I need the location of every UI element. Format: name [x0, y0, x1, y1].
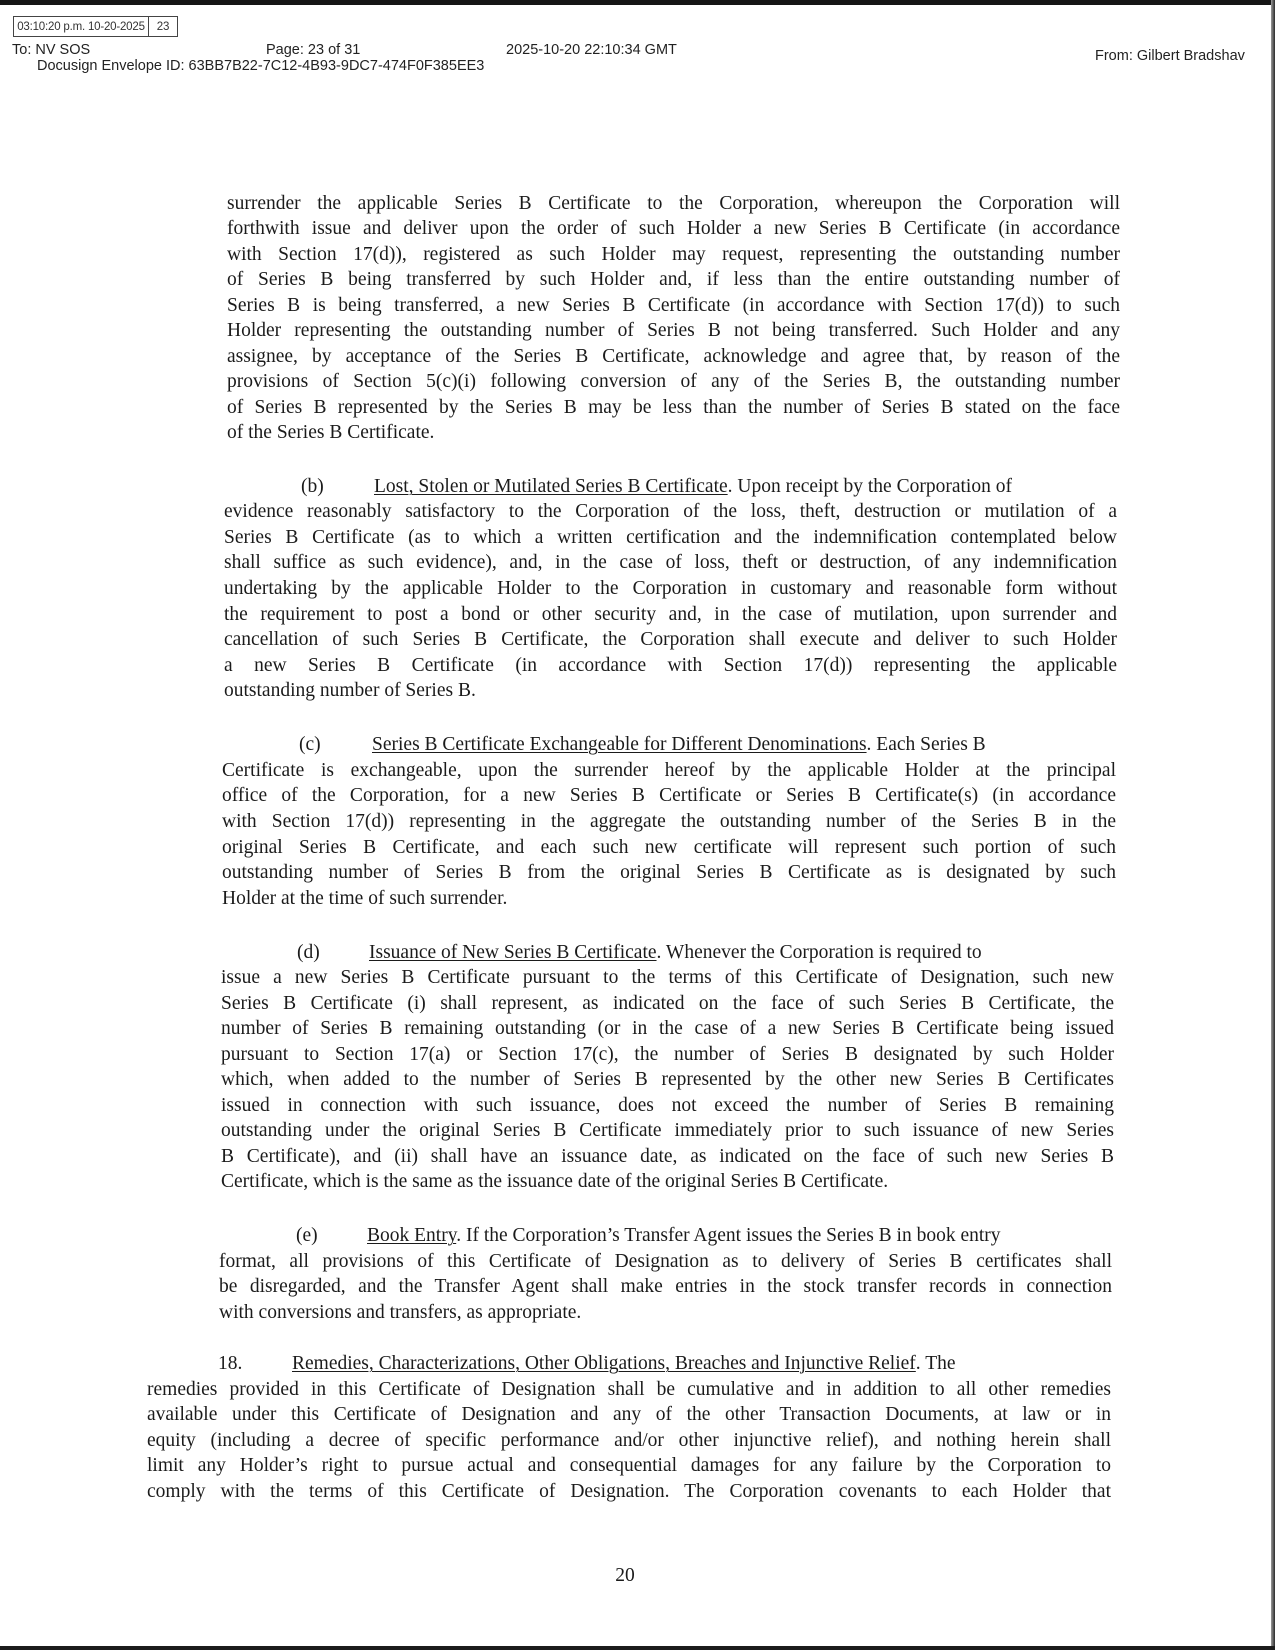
- first-line: [367, 1224, 1001, 1248]
- text-line: Certificate is exchangeable, upon the surrender hereof by the applicable Holder at the principal: [222, 760, 1116, 781]
- text-line: undertaking by the applicable Holder to the Corporation in customary and reasonable form without: [224, 578, 1117, 599]
- page-number: 20: [615, 1565, 635, 1586]
- first-line: [372, 733, 986, 757]
- text-line: surrender the applicable Series B Certificate to the Corporation, whereupon the Corporation will: [227, 193, 1120, 214]
- text-line: pursuant to Section 17(a) or Section 17(c), the number of Series B designated by such Holder: [221, 1044, 1114, 1065]
- text-line: the requirement to post a bond or other security and, in the case of mutilation, upon surrender and: [224, 604, 1117, 625]
- text-line: cancellation of such Series B Certificate, the Corporation shall execute and deliver to such Holder: [224, 629, 1117, 650]
- fax-datetime: 2025-10-20 22:10:34 GMT: [506, 42, 677, 58]
- subsection-heading: Issuance of New Series B Certificate: [369, 942, 657, 963]
- text-line: issued in connection with such issuance, does not exceed the number of Series B remaining: [221, 1095, 1114, 1116]
- scan-border-bottom: [0, 1646, 1275, 1650]
- subsection-label: (d): [297, 942, 320, 963]
- fax-page-info: Page: 23 of 31: [266, 42, 361, 58]
- first-line: [369, 941, 982, 965]
- text-line: comply with the terms of this Certificate of Designation. The Corporation covenants to each Holder that: [147, 1481, 1111, 1502]
- text-line: provisions of Section 5(c)(i) following conversion of any of the Series B, the outstanding number: [227, 371, 1120, 392]
- text-run: . Upon receipt by the Corporation of: [727, 476, 1012, 497]
- section-number: 18.: [218, 1353, 243, 1374]
- subsection-heading: Lost, Stolen or Mutilated Series B Certificate: [374, 476, 728, 497]
- text-line: with conversions and transfers, as appropriate.: [219, 1302, 582, 1323]
- text-line: forthwith issue and deliver upon the order of such Holder a new Series B Certificate (in accordance: [227, 218, 1120, 239]
- text-line: of Series B represented by the Series B may be less than the number of Series B stated on the face: [227, 397, 1120, 418]
- text-line: outstanding under the original Series B Certificate immediately prior to such issuance of new Series: [221, 1120, 1114, 1141]
- text-line: Series B Certificate (as to which a written certification and the indemnification contemplated below: [224, 527, 1117, 548]
- subsection-label: (b): [301, 476, 324, 497]
- text-line: Series B Certificate (i) shall represent, as indicated on the face of such Series B Certificate, the: [221, 993, 1114, 1014]
- text-line: office of the Corporation, for a new Series B Certificate or Series B Certificate(s) (in accordance: [222, 785, 1116, 806]
- text-line: with Section 17(d)), registered as such Holder may request, representing the outstanding number: [227, 244, 1120, 265]
- subsection-heading: Book Entry: [367, 1225, 457, 1246]
- first-line: [374, 475, 1012, 499]
- docusign-envelope-id: Docusign Envelope ID: 63BB7B22-7C12-4B93-9DC7-474F0F385EE3: [37, 58, 485, 74]
- text-line: Certificate, which is the same as the issuance date of the original Series B Certificate.: [221, 1171, 889, 1192]
- text-line: original Series B Certificate, and each such new certificate will represent such portion of such: [222, 837, 1116, 858]
- fax-from: From: Gilbert Bradshav: [1095, 48, 1245, 64]
- scan-border-top: [0, 0, 1275, 5]
- text-line: evidence reasonably satisfactory to the Corporation of the loss, theft, destruction or mutilation of a: [224, 501, 1117, 522]
- text-line: limit any Holder’s right to pursue actual and consequential damages for any failure by the Corporation to: [147, 1455, 1111, 1476]
- text-line: available under this Certificate of Designation and any of the other Transaction Documents, at law or in: [147, 1404, 1111, 1425]
- fax-stamp-timestamp: 03:10:20 p.m. 10-20-2025: [14, 17, 149, 36]
- text-run: . The: [915, 1353, 956, 1374]
- text-line: outstanding number of Series B from the original Series B Certificate as is designated by such: [222, 862, 1116, 883]
- text-line: which, when added to the number of Series B represented by the other new Series B Certificates: [221, 1069, 1114, 1090]
- text-line: issue a new Series B Certificate pursuant to the terms of this Certificate of Designation, such new: [221, 967, 1114, 988]
- text-line: format, all provisions of this Certificate of Designation as to delivery of Series B certificates shall: [219, 1251, 1112, 1272]
- text-line: of the Series B Certificate.: [227, 422, 435, 443]
- scan-border-right: [1271, 0, 1275, 1650]
- section-heading: Remedies, Characterizations, Other Obligations, Breaches and Injunctive Relief: [292, 1353, 916, 1374]
- text-line: with Section 17(d)) representing in the aggregate the outstanding number of the Series B in the: [222, 811, 1116, 832]
- text-line: outstanding number of Series B.: [224, 680, 476, 701]
- subsection-heading: Series B Certificate Exchangeable for Different Denominations: [372, 734, 867, 755]
- text-line: number of Series B remaining outstanding (or in the case of a new Series B Certificate being issued: [221, 1018, 1114, 1039]
- text-line: B Certificate), and (ii) shall have an issuance date, as indicated on the face of such new Series B: [221, 1146, 1114, 1167]
- subsection-label: (e): [296, 1225, 318, 1246]
- subsection-label: (c): [299, 734, 321, 755]
- text-run: . Each Series B: [866, 734, 986, 755]
- text-line: Series B is being transferred, a new Series B Certificate (in accordance with Section 17(d)) to such: [227, 295, 1120, 316]
- text-line: be disregarded, and the Transfer Agent shall make entries in the stock transfer records in connection: [219, 1276, 1112, 1297]
- fax-stamp-page: 23: [156, 20, 170, 33]
- text-line: Holder at the time of such surrender.: [222, 888, 508, 909]
- text-line: remedies provided in this Certificate of Designation shall be cumulative and in addition to all other remedies: [147, 1379, 1111, 1400]
- text-line: equity (including a decree of specific performance and/or other injunctive relief), and nothing herein shall: [147, 1430, 1111, 1451]
- text-line: a new Series B Certificate (in accordance with Section 17(d)) representing the applicable: [224, 655, 1117, 676]
- text-run: . Whenever the Corporation is required to: [656, 942, 982, 963]
- text-line: shall suffice as such evidence), and, in the case of loss, theft or destruction, of any indemnification: [224, 552, 1117, 573]
- fax-receipt-stamp: [13, 16, 178, 37]
- text-line: Holder representing the outstanding number of Series B not being transferred. Such Holder and any: [227, 320, 1120, 341]
- text-line: of Series B being transferred by such Holder and, if less than the entire outstanding number of: [227, 269, 1120, 290]
- first-line: [292, 1352, 956, 1376]
- fax-to: To: NV SOS: [12, 42, 91, 58]
- text-line: assignee, by acceptance of the Series B Certificate, acknowledge and agree that, by reason of the: [227, 346, 1120, 367]
- text-run: . If the Corporation’s Transfer Agent issues the Series B in book entry: [456, 1225, 1001, 1246]
